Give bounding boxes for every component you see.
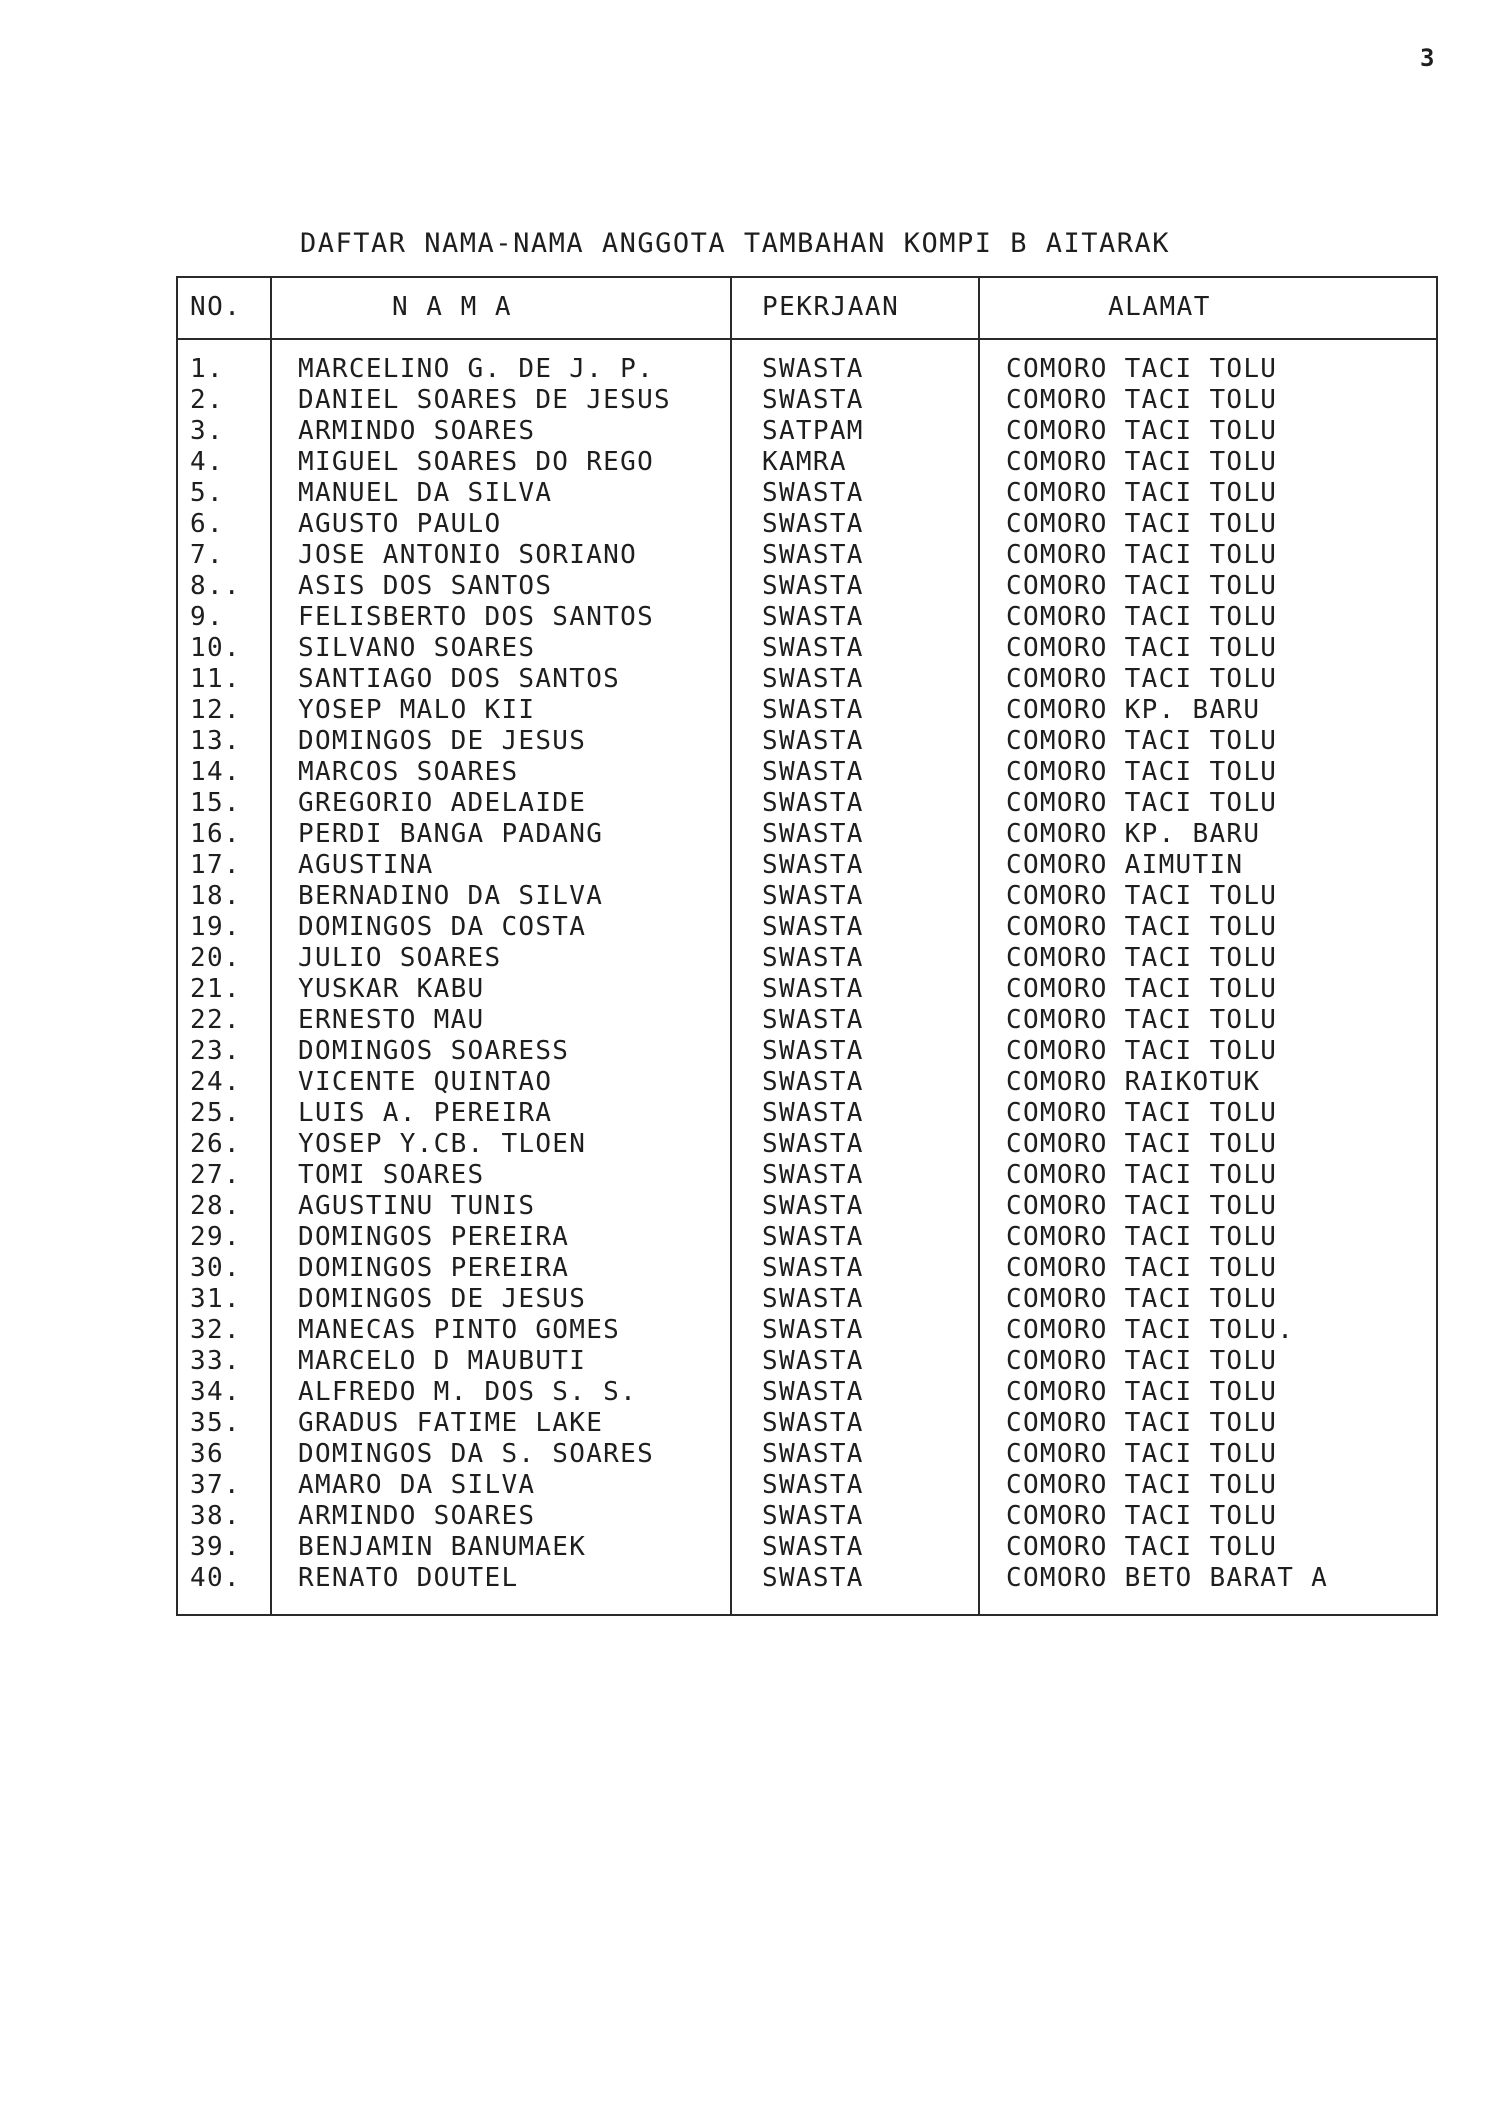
row-number: 37. (190, 1470, 241, 1500)
row-address: COMORO AIMUTIN (1006, 850, 1244, 880)
row-occupation: SWASTA (762, 1439, 864, 1469)
table-row (178, 602, 1436, 633)
table-row (178, 912, 1436, 943)
row-address: COMORO TACI TOLU (1006, 1191, 1278, 1221)
row-occupation: SWASTA (762, 1315, 864, 1345)
table-row (178, 1377, 1436, 1408)
row-name: PERDI BANGA PADANG (298, 819, 604, 849)
row-occupation: SWASTA (762, 726, 864, 756)
table-row (178, 1439, 1436, 1470)
row-name: ARMINDO SOARES (298, 416, 536, 446)
header-alamat: ALAMAT (1108, 292, 1211, 322)
row-occupation: SWASTA (762, 1005, 864, 1035)
table-row (178, 447, 1436, 478)
row-number: 13. (190, 726, 241, 756)
row-occupation: SWASTA (762, 1563, 864, 1593)
header-no: NO. (190, 292, 242, 322)
row-number: 29. (190, 1222, 241, 1252)
row-name: MANECAS PINTO GOMES (298, 1315, 621, 1345)
row-name: DOMINGOS SOARESS (298, 1036, 570, 1066)
table-row (178, 416, 1436, 447)
table-row (178, 850, 1436, 881)
table-row (178, 695, 1436, 726)
row-name: MARCOS SOARES (298, 757, 519, 787)
row-address: COMORO TACI TOLU (1006, 881, 1278, 911)
row-address: COMORO TACI TOLU (1006, 1160, 1278, 1190)
row-address: COMORO TACI TOLU (1006, 633, 1278, 663)
row-address: COMORO TACI TOLU (1006, 1284, 1278, 1314)
table-row (178, 354, 1436, 385)
table-row (178, 1284, 1436, 1315)
row-number: 7. (190, 540, 224, 570)
row-occupation: SWASTA (762, 509, 864, 539)
row-address: COMORO KP. BARU (1006, 819, 1261, 849)
table-row (178, 974, 1436, 1005)
row-address: COMORO TACI TOLU (1006, 1408, 1278, 1438)
row-address: COMORO TACI TOLU (1006, 540, 1278, 570)
row-number: 3. (190, 416, 224, 446)
row-address: COMORO TACI TOLU (1006, 602, 1278, 632)
row-occupation: SWASTA (762, 881, 864, 911)
row-occupation: SWASTA (762, 757, 864, 787)
row-occupation: SWASTA (762, 1129, 864, 1159)
row-occupation: SWASTA (762, 1222, 864, 1252)
table-row (178, 1222, 1436, 1253)
row-address: COMORO TACI TOLU (1006, 912, 1278, 942)
row-address: COMORO TACI TOLU (1006, 509, 1278, 539)
row-number: 15. (190, 788, 241, 818)
row-name: GRADUS FATIME LAKE (298, 1408, 604, 1438)
row-name: AMARO DA SILVA (298, 1470, 536, 1500)
row-number: 16. (190, 819, 241, 849)
row-number: 11. (190, 664, 241, 694)
row-number: 6. (190, 509, 224, 539)
row-name: MARCELO D MAUBUTI (298, 1346, 587, 1376)
row-occupation: SWASTA (762, 602, 864, 632)
row-name: FELISBERTO DOS SANTOS (298, 602, 655, 632)
row-number: 9. (190, 602, 224, 632)
row-number: 18. (190, 881, 241, 911)
row-address: COMORO TACI TOLU (1006, 1532, 1278, 1562)
row-number: 28. (190, 1191, 241, 1221)
row-occupation: SWASTA (762, 1284, 864, 1314)
row-name: MIGUEL SOARES DO REGO (298, 447, 655, 477)
table-row (178, 571, 1436, 602)
table-row (178, 1098, 1436, 1129)
row-name: JULIO SOARES (298, 943, 502, 973)
row-occupation: SWASTA (762, 1470, 864, 1500)
table-row (178, 757, 1436, 788)
row-address: COMORO TACI TOLU (1006, 1222, 1278, 1252)
row-number: 19. (190, 912, 241, 942)
row-occupation: SWASTA (762, 819, 864, 849)
table-row (178, 633, 1436, 664)
row-occupation: SWASTA (762, 540, 864, 570)
row-address: COMORO TACI TOLU (1006, 571, 1278, 601)
table-row (178, 1005, 1436, 1036)
table-row (178, 819, 1436, 850)
row-occupation: SWASTA (762, 1532, 864, 1562)
row-occupation: SWASTA (762, 850, 864, 880)
row-number: 20. (190, 943, 241, 973)
row-number: 32. (190, 1315, 241, 1345)
row-name: DOMINGOS DA S. SOARES (298, 1439, 655, 1469)
row-number: 27. (190, 1160, 241, 1190)
table-row (178, 1191, 1436, 1222)
row-name: LUIS A. PEREIRA (298, 1098, 553, 1128)
row-occupation: SATPAM (762, 416, 864, 446)
table-row (178, 1067, 1436, 1098)
row-name: MARCELINO G. DE J. P. (298, 354, 655, 384)
row-occupation: SWASTA (762, 1160, 864, 1190)
row-address: COMORO TACI TOLU (1006, 1036, 1278, 1066)
row-occupation: SWASTA (762, 633, 864, 663)
row-address: COMORO TACI TOLU (1006, 1470, 1278, 1500)
row-occupation: SWASTA (762, 1098, 864, 1128)
row-name: YOSEP MALO KII (298, 695, 536, 725)
row-occupation: SWASTA (762, 571, 864, 601)
row-number: 39. (190, 1532, 241, 1562)
table-row (178, 881, 1436, 912)
row-number: 5. (190, 478, 224, 508)
row-occupation: KAMRA (762, 447, 847, 477)
row-name: ALFREDO M. DOS S. S. (298, 1377, 638, 1407)
row-name: YUSKAR KABU (298, 974, 485, 1004)
row-number: 34. (190, 1377, 241, 1407)
row-occupation: SWASTA (762, 695, 864, 725)
row-address: COMORO TACI TOLU. (1006, 1315, 1295, 1345)
row-name: JOSE ANTONIO SORIANO (298, 540, 638, 570)
row-address: COMORO TACI TOLU (1006, 1501, 1278, 1531)
row-number: 4. (190, 447, 224, 477)
table-row (178, 1408, 1436, 1439)
row-number: 2. (190, 385, 224, 415)
row-name: BERNADINO DA SILVA (298, 881, 604, 911)
row-name: DOMINGOS DE JESUS (298, 726, 587, 756)
row-address: COMORO TACI TOLU (1006, 757, 1278, 787)
row-occupation: SWASTA (762, 1501, 864, 1531)
table-row (178, 385, 1436, 416)
row-number: 26. (190, 1129, 241, 1159)
row-name: VICENTE QUINTAO (298, 1067, 553, 1097)
row-occupation: SWASTA (762, 664, 864, 694)
row-address: COMORO TACI TOLU (1006, 943, 1278, 973)
row-number: 36 (190, 1439, 224, 1469)
row-address: COMORO TACI TOLU (1006, 1377, 1278, 1407)
header-nama: N A M A (392, 292, 513, 322)
row-address: COMORO KP. BARU (1006, 695, 1261, 725)
table-row (178, 1563, 1436, 1594)
row-number: 33. (190, 1346, 241, 1376)
row-number: 31. (190, 1284, 241, 1314)
row-occupation: SWASTA (762, 354, 864, 384)
table-row (178, 1501, 1436, 1532)
table-row (178, 1315, 1436, 1346)
row-occupation: SWASTA (762, 1408, 864, 1438)
row-name: TOMI SOARES (298, 1160, 485, 1190)
table-row (178, 1160, 1436, 1191)
table-row (178, 1346, 1436, 1377)
row-name: DANIEL SOARES DE JESUS (298, 385, 671, 415)
row-number: 30. (190, 1253, 241, 1283)
row-name: AGUSTINA (298, 850, 434, 880)
row-number: 24. (190, 1067, 241, 1097)
table-row (178, 1253, 1436, 1284)
row-occupation: SWASTA (762, 478, 864, 508)
row-number: 38. (190, 1501, 241, 1531)
table-row (178, 1129, 1436, 1160)
row-address: COMORO TACI TOLU (1006, 726, 1278, 756)
row-name: ERNESTO MAU (298, 1005, 485, 1035)
table-row (178, 478, 1436, 509)
row-address: COMORO TACI TOLU (1006, 416, 1278, 446)
document-title: DAFTAR NAMA-NAMA ANGGOTA TAMBAHAN KOMPI B AITARAK (300, 228, 1171, 259)
row-name: BENJAMIN BANUMAEK (298, 1532, 587, 1562)
row-number: 21. (190, 974, 241, 1004)
table-row (178, 726, 1436, 757)
row-address: COMORO TACI TOLU (1006, 1253, 1278, 1283)
row-name: DOMINGOS PEREIRA (298, 1222, 570, 1252)
row-address: COMORO TACI TOLU (1006, 1129, 1278, 1159)
row-name: SANTIAGO DOS SANTOS (298, 664, 621, 694)
row-name: ARMINDO SOARES (298, 1501, 536, 1531)
row-name: ASIS DOS SANTOS (298, 571, 553, 601)
table-row (178, 664, 1436, 695)
row-occupation: SWASTA (762, 1253, 864, 1283)
row-occupation: SWASTA (762, 385, 864, 415)
table-row (178, 509, 1436, 540)
row-occupation: SWASTA (762, 788, 864, 818)
row-address: COMORO TACI TOLU (1006, 1346, 1278, 1376)
row-address: COMORO TACI TOLU (1006, 354, 1278, 384)
row-name: DOMINGOS PEREIRA (298, 1253, 570, 1283)
row-name: MANUEL DA SILVA (298, 478, 553, 508)
page-number: 3 (1420, 44, 1436, 72)
row-number: 10. (190, 633, 241, 663)
row-name: DOMINGOS DE JESUS (298, 1284, 587, 1314)
table-row (178, 1470, 1436, 1501)
row-address: COMORO TACI TOLU (1006, 974, 1278, 1004)
row-name: AGUSTO PAULO (298, 509, 502, 539)
row-occupation: SWASTA (762, 974, 864, 1004)
members-table (176, 276, 1438, 1616)
row-name: SILVANO SOARES (298, 633, 536, 663)
row-number: 17. (190, 850, 241, 880)
table-row (178, 1532, 1436, 1563)
row-address: COMORO BETO BARAT A (1006, 1563, 1329, 1593)
row-address: COMORO RAIKOTUK (1006, 1067, 1261, 1097)
row-number: 35. (190, 1408, 241, 1438)
row-name: DOMINGOS DA COSTA (298, 912, 587, 942)
row-address: COMORO TACI TOLU (1006, 478, 1278, 508)
row-address: COMORO TACI TOLU (1006, 447, 1278, 477)
table-row (178, 788, 1436, 819)
row-number: 1. (190, 354, 224, 384)
row-address: COMORO TACI TOLU (1006, 1439, 1278, 1469)
row-name: GREGORIO ADELAIDE (298, 788, 587, 818)
table-row (178, 540, 1436, 571)
row-occupation: SWASTA (762, 1191, 864, 1221)
header-pekerjaan: PEKRJAAN (762, 292, 900, 322)
row-number: 12. (190, 695, 241, 725)
row-occupation: SWASTA (762, 1036, 864, 1066)
row-name: RENATO DOUTEL (298, 1563, 519, 1593)
row-occupation: SWASTA (762, 912, 864, 942)
table-body (178, 354, 1436, 1594)
row-address: COMORO TACI TOLU (1006, 385, 1278, 415)
row-occupation: SWASTA (762, 1346, 864, 1376)
row-address: COMORO TACI TOLU (1006, 788, 1278, 818)
row-occupation: SWASTA (762, 1377, 864, 1407)
row-occupation: SWASTA (762, 1067, 864, 1097)
row-name: YOSEP Y.CB. TLOEN (298, 1129, 587, 1159)
row-number: 23. (190, 1036, 241, 1066)
row-number: 22. (190, 1005, 241, 1035)
row-address: COMORO TACI TOLU (1006, 1005, 1278, 1035)
header-divider (178, 338, 1436, 340)
row-name: AGUSTINU TUNIS (298, 1191, 536, 1221)
row-number: 14. (190, 757, 241, 787)
row-number: 25. (190, 1098, 241, 1128)
table-row (178, 1036, 1436, 1067)
row-number: 8.. (190, 571, 241, 601)
row-address: COMORO TACI TOLU (1006, 664, 1278, 694)
table-row (178, 943, 1436, 974)
row-address: COMORO TACI TOLU (1006, 1098, 1278, 1128)
row-occupation: SWASTA (762, 943, 864, 973)
row-number: 40. (190, 1563, 241, 1593)
